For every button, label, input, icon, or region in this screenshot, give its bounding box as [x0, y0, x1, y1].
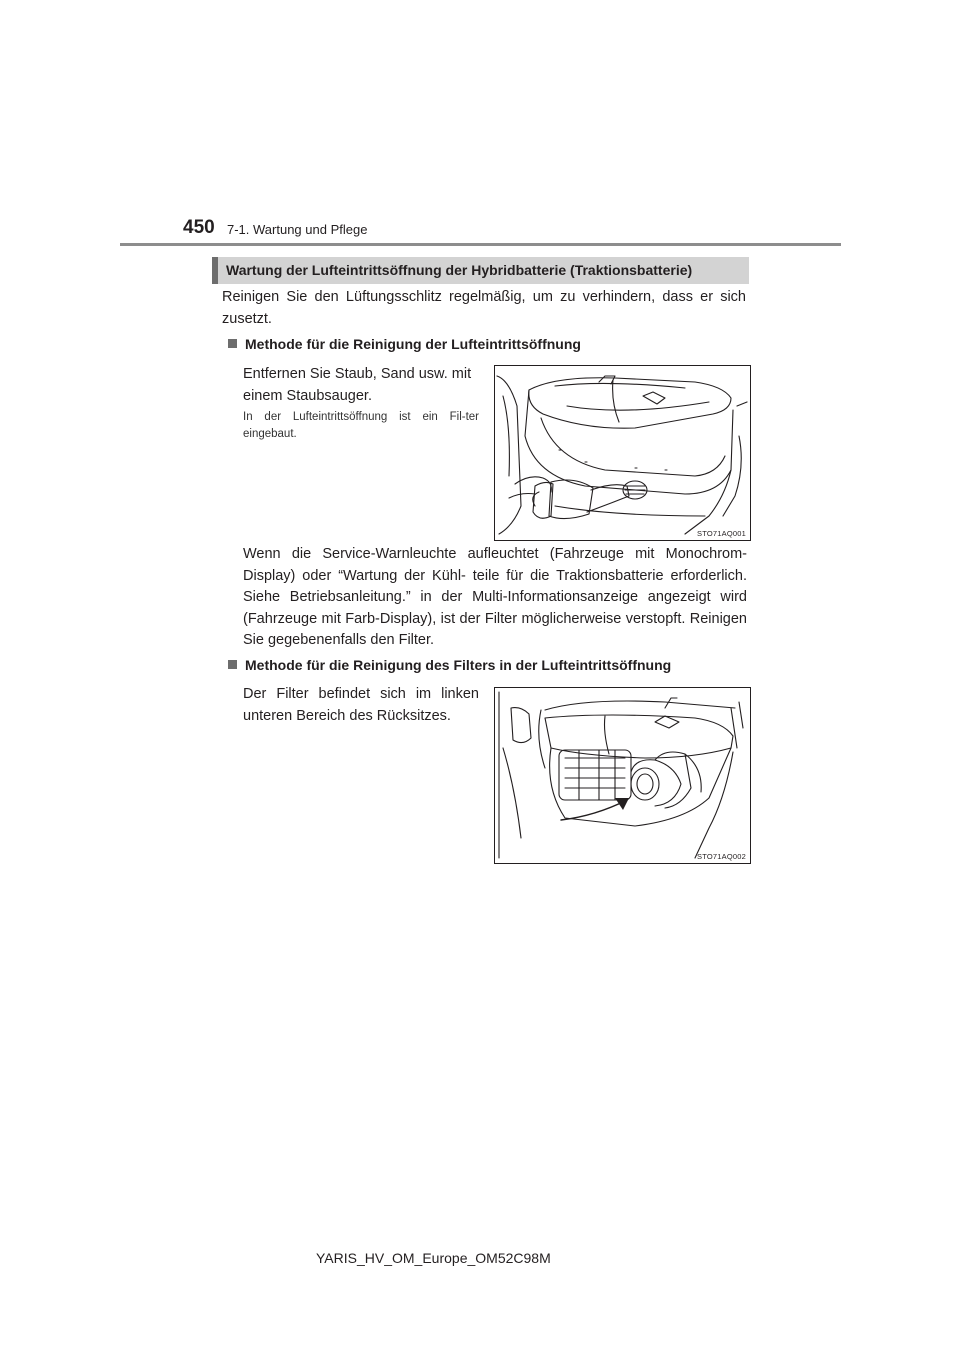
footer-document-id: YARIS_HV_OM_Europe_OM52C98M — [316, 1250, 551, 1266]
figure-vacuum-cleaning — [494, 365, 751, 541]
section-title: Wartung der Lufteintrittsöffnung der Hybridbatterie (Traktionsbatterie) — [226, 262, 693, 278]
method1-heading-text: Methode für die Reinigung der Lufteintrittsöffnung — [245, 336, 581, 352]
filter-illustration — [495, 688, 750, 863]
method2-instruction: Der Filter befindet sich im linken unteren Bereich des Rücksitzes. — [243, 686, 479, 724]
method1-note: In der Lufteintrittsöffnung ist ein Fil-ter eingebaut. — [243, 411, 479, 440]
figure2-code: STO71AQ002 — [697, 852, 746, 861]
square-bullet-icon — [228, 339, 237, 348]
chapter-title: 7-1. Wartung und Pflege — [227, 222, 368, 237]
header-divider — [120, 243, 841, 246]
section-intro: Reinigen Sie den Lüftungsschlitz regelmäßig, um zu verhindern, dass er sich zusetzt. — [222, 289, 746, 327]
method2-heading-text: Methode für die Reinigung des Filters in der Lufteintrittsöffnung — [245, 657, 672, 673]
square-bullet-icon — [228, 660, 237, 669]
page-number: 450 — [183, 217, 215, 238]
method1-paragraph: Wenn die Service-Warnleuchte aufleuchtet (Fahrzeuge mit Monochrom-Display) oder “Wartung der Kühl- teile für die Traktionsbatterie erforderlich. Siehe Betriebsanleitung.” in der Multi-Informationsanzeige angezeigt wird (Fahrzeuge mit Farb-Display), ist der Filter möglicherweise verstopft. Reinigen Sie gegebenenfalls den Filter. — [243, 546, 747, 648]
vacuum-illustration — [495, 366, 750, 540]
section-marker — [212, 257, 218, 284]
method1-heading — [228, 336, 581, 352]
method1-instruction: Entfernen Sie Staub, Sand usw. mit einem Staubsauger. — [243, 366, 472, 404]
section-heading-bar — [212, 257, 749, 284]
method2-heading — [228, 657, 671, 673]
figure-filter-location — [494, 687, 751, 864]
figure1-code: STO71AQ001 — [697, 529, 746, 538]
